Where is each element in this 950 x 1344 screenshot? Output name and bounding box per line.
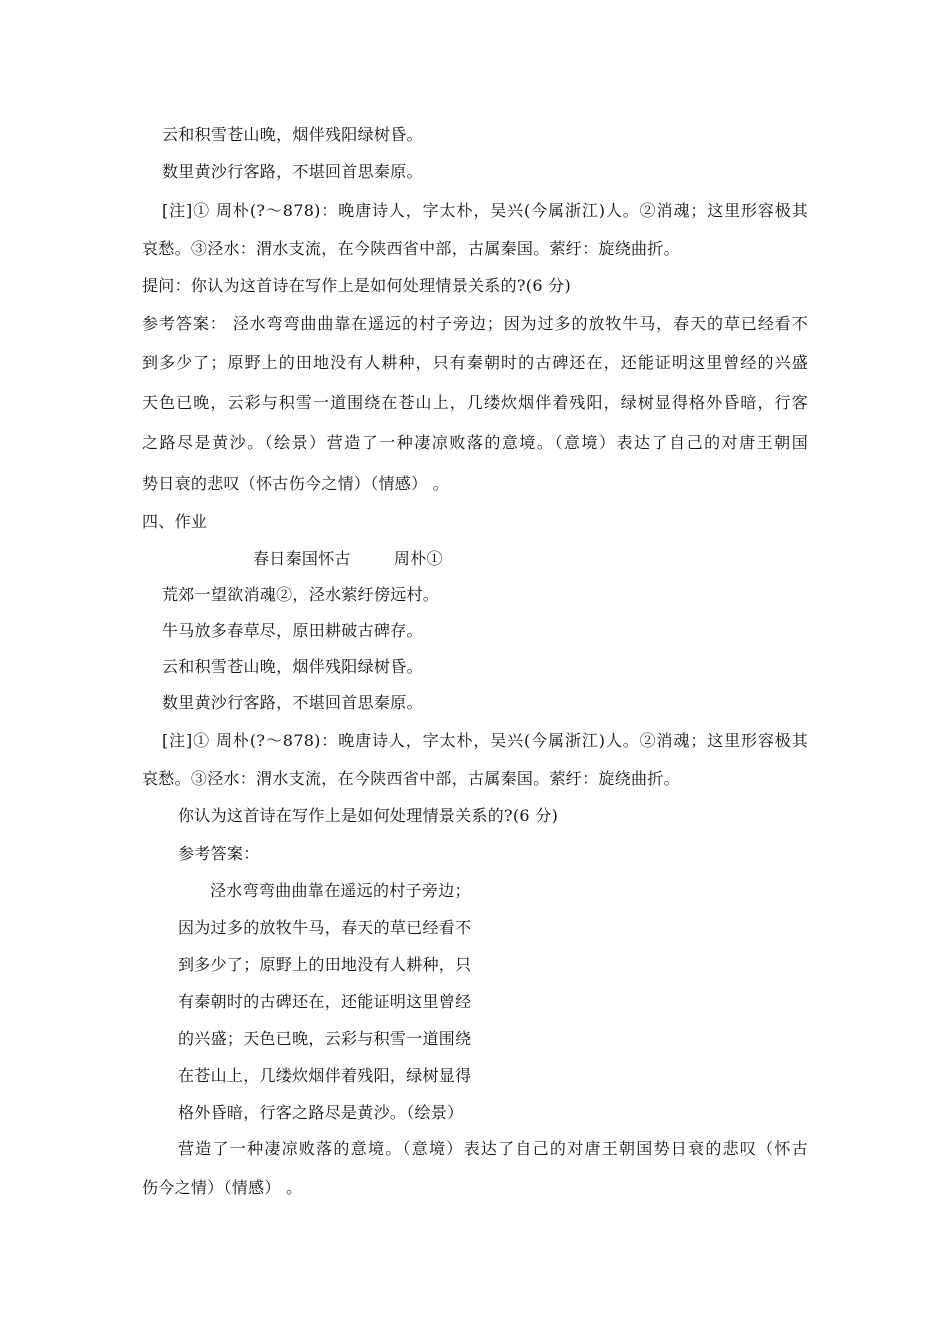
annotation-line-2b: 哀愁。③泾水：渭水支流，在今陕西省中部，古属秦国。萦纡：旋绕曲折。 (142, 769, 680, 788)
answer-tail-line-1: 营造了一种凄凉败落的意境。（意境）表达了自己的对唐王朝国势日衰的悲叹（怀古 (178, 1139, 808, 1158)
poem-line-3b: 云和积雪苍山晚，烟伴残阳绿树昏。 (162, 657, 423, 676)
answer-col-line-3: 到多少了；原野上的田地没有人耕种，只 (178, 955, 472, 974)
answer-col-line-1: 泾水弯弯曲曲靠在遥远的村子旁边； (210, 881, 471, 900)
question-line-b: 你认为这首诗在写作上是如何处理情景关系的?(6 分) (178, 806, 559, 825)
annotation-line-2: 哀愁。③泾水：渭水支流，在今陕西省中部，古属秦国。萦纡：旋绕曲折。 (142, 239, 680, 258)
answer-col-line-2: 因为过多的放牧牛马，春天的草已经看不 (178, 918, 472, 937)
poem-line-3: 云和积雪苍山晚，烟伴残阳绿树昏。 (162, 125, 423, 144)
poem-line-4b: 数里黄沙行客路，不堪回首思秦原。 (162, 693, 423, 712)
answer-col-line-4: 有秦朝时的古碑还在，还能证明这里曾经 (178, 992, 472, 1011)
annotation-line-1: [注]① 周朴(?～878)：晚唐诗人，字太朴，吴兴(今属浙江)人。②消魂；这里形容极其 (162, 201, 808, 220)
poem-line-1: 荒郊一望欲消魂②，泾水萦纡傍远村。 (162, 585, 440, 604)
answer-line-2: 到多少了；原野上的田地没有人耕种，只有秦朝时的古碑还在，还能证明这里曾经的兴盛 (142, 353, 808, 372)
section-heading: 四、作业 (142, 512, 208, 531)
answer-line-4: 之路尽是黄沙。（绘景）营造了一种凄凉败落的意境。（意境）表达了自己的对唐王朝国 (142, 433, 808, 452)
answer-label: 参考答案： (178, 844, 260, 863)
answer-line-5: 势日衰的悲叹（怀古伤今之情）（情感） 。 (142, 474, 450, 493)
annotation-line-1b: [注]① 周朴(?～878)：晚唐诗人，字太朴，吴兴(今属浙江)人。②消魂；这里形容极其 (162, 731, 808, 750)
question-line: 提问：你认为这首诗在写作上是如何处理情景关系的?(6 分) (142, 276, 572, 295)
answer-line-3: 天色已晚，云彩与积雪一道围绕在苍山上，几缕炊烟伴着残阳，绿树显得格外昏暗，行客 (142, 393, 808, 412)
answer-col-line-6: 在苍山上，几缕炊烟伴着残阳，绿树显得 (178, 1066, 472, 1085)
answer-tail-line-2: 伤今之情）（情感） 。 (142, 1178, 303, 1197)
answer-line-1: 参考答案： 泾水弯弯曲曲靠在遥远的村子旁边；因为过多的放牧牛马，春天的草已经看不 (142, 314, 808, 333)
answer-col-line-7: 格外昏暗，行客之路尽是黄沙。（绘景） (178, 1103, 464, 1122)
poem-line-2: 牛马放多春草尽，原田耕破古碑存。 (162, 621, 423, 640)
answer-col-line-5: 的兴盛；天色已晚，云彩与积雪一道围绕 (178, 1029, 472, 1048)
poem-line-4: 数里黄沙行客路，不堪回首思秦原。 (162, 162, 423, 181)
poem-title: 春日秦国怀古 周朴① (253, 549, 443, 568)
